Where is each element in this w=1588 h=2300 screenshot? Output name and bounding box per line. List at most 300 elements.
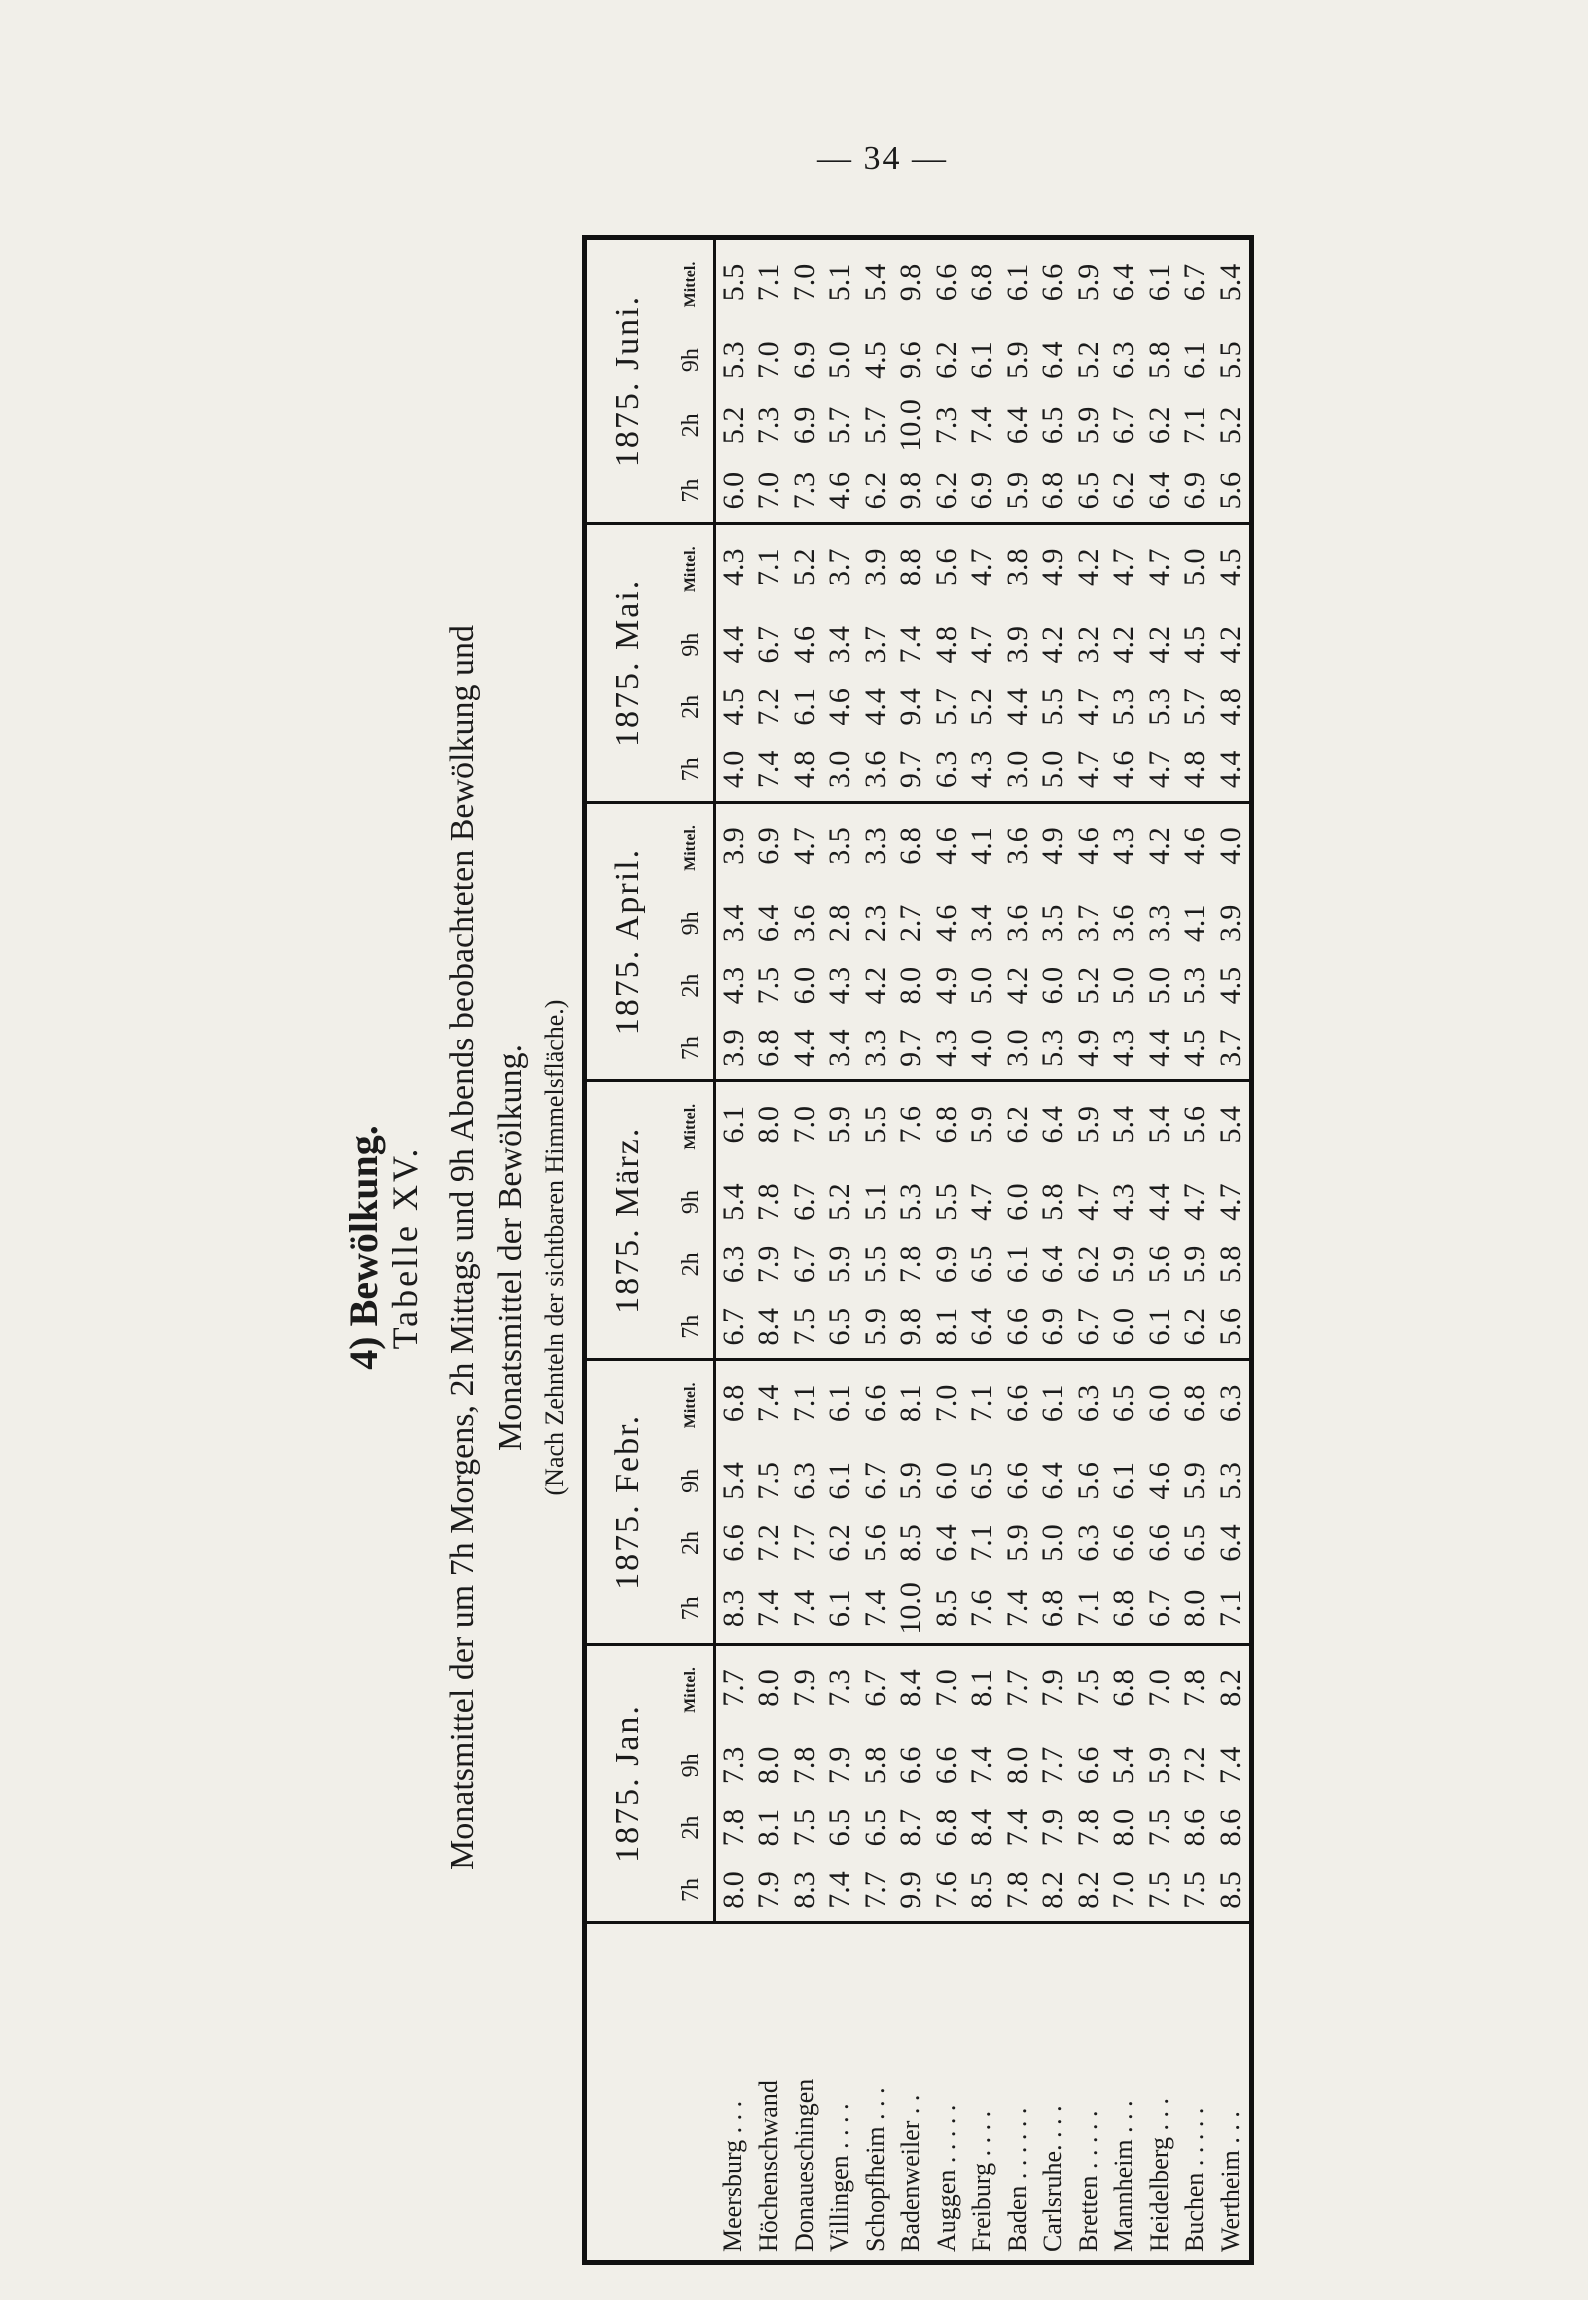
value-cell: 7.8	[716, 1808, 750, 1847]
value-cell: 3.4	[716, 904, 750, 943]
mean-value-cell: 7.0	[787, 263, 821, 302]
value-cell: 5.0	[1036, 1524, 1070, 1562]
value-cell: 3.0	[823, 738, 859, 802]
mean-value-cell: 8.1	[965, 1669, 999, 1707]
table-row	[1178, 238, 1214, 2263]
value-cell: 6.2	[1107, 459, 1143, 523]
mean-value-cell: 5.9	[1071, 263, 1105, 302]
value-cell: 8.7	[894, 1808, 928, 1847]
value-cell: 5.8	[858, 1746, 892, 1785]
value-cell: 2.3	[858, 904, 892, 943]
value-cell: 6.1	[1178, 341, 1212, 379]
value-cell: 3.7	[1071, 904, 1105, 943]
station-name: Bretten . . . . .	[1071, 1923, 1107, 2263]
mean-value-cell: 6.9	[752, 827, 786, 865]
mean-value-cell: 6.6	[929, 263, 963, 302]
mean-value-cell: 7.9	[787, 1669, 821, 1707]
value-cell: 5.6	[1213, 459, 1251, 523]
value-cell: 6.9	[787, 406, 821, 445]
value-cell: 6.6	[1000, 1295, 1036, 1359]
mean-value-cell: 4.1	[965, 827, 999, 865]
value-cell: 8.5	[894, 1524, 928, 1562]
value-cell: 4.3	[716, 966, 750, 1005]
value-cell: 4.7	[1071, 738, 1107, 802]
sub-header: 2h	[669, 1512, 715, 1574]
mean-value-cell: 4.7	[1142, 548, 1176, 587]
value-cell: 5.9	[1142, 1746, 1176, 1785]
value-cell: 4.6	[929, 904, 963, 943]
value-cell: 6.7	[858, 1462, 892, 1500]
station-name: Freiburg . . . .	[965, 1923, 1001, 2263]
value-cell: 3.0	[1000, 738, 1036, 802]
value-cell: 3.6	[858, 738, 894, 802]
value-cell: 5.5	[1213, 341, 1247, 379]
value-cell: 9.8	[894, 459, 930, 523]
value-cell: 4.7	[1178, 1183, 1212, 1221]
value-cell: 3.6	[1107, 904, 1141, 943]
value-cell: 4.4	[858, 688, 892, 726]
value-cell: 7.8	[787, 1746, 821, 1785]
mean-value-cell: 4.7	[965, 548, 999, 587]
station-name: Meersburg . . .	[715, 1923, 752, 2263]
value-cell: 6.4	[965, 1295, 1001, 1359]
mean-value-cell: 6.5	[1107, 1384, 1141, 1423]
mean-value-cell: 6.0	[1142, 1384, 1176, 1423]
value-cell: 6.1	[787, 688, 821, 726]
value-cell: 5.2	[1071, 966, 1105, 1005]
value-cell: 5.0	[1107, 966, 1141, 1005]
value-cell: 7.5	[1142, 1859, 1178, 1923]
value-cell: 7.2	[1178, 1746, 1212, 1785]
sub-header: 7h	[669, 1859, 715, 1923]
value-cell: 5.6	[1142, 1245, 1176, 1284]
value-cell: 6.0	[787, 966, 821, 1005]
mean-value-cell: 4.5	[1213, 548, 1247, 587]
mean-value-cell: 6.8	[1107, 1669, 1141, 1707]
value-cell: 7.7	[858, 1859, 894, 1923]
value-cell: 5.2	[1213, 406, 1247, 445]
sub-header: Mittel.	[669, 802, 715, 892]
value-cell: 4.6	[823, 459, 859, 523]
value-cell: 7.3	[716, 1746, 750, 1785]
value-cell: 4.7	[1213, 1183, 1247, 1221]
value-cell: 7.7	[787, 1524, 821, 1562]
value-cell: 6.0	[1000, 1183, 1034, 1221]
mean-value-cell: 4.7	[1107, 548, 1141, 587]
value-cell: 6.0	[715, 459, 752, 523]
value-cell: 6.5	[1036, 406, 1070, 445]
mean-value-cell: 5.6	[1178, 1105, 1212, 1144]
mean-value-cell: 3.3	[858, 827, 892, 865]
value-cell: 8.1	[752, 1808, 786, 1847]
table-row	[787, 238, 823, 2263]
mean-value-cell: 4.3	[1107, 827, 1141, 865]
value-cell: 5.0	[1142, 966, 1176, 1005]
value-cell: 9.8	[894, 1295, 930, 1359]
cloud-cover-table	[582, 235, 1254, 2265]
value-cell: 7.6	[929, 1859, 965, 1923]
value-cell: 5.3	[716, 341, 750, 379]
value-cell: 5.8	[1036, 1183, 1070, 1221]
value-cell: 4.8	[1213, 688, 1247, 726]
table-label: Tabelle XV.	[385, 1145, 425, 1350]
value-cell: 4.7	[1142, 738, 1178, 802]
value-cell: 6.3	[929, 738, 965, 802]
value-cell: 4.9	[929, 966, 963, 1005]
value-cell: 7.1	[1178, 406, 1212, 445]
value-cell: 7.1	[965, 1524, 999, 1562]
value-cell: 7.7	[1036, 1746, 1070, 1785]
value-cell: 7.6	[965, 1574, 1001, 1644]
mean-value-cell: 6.4	[1107, 263, 1141, 302]
sub-header: 9h	[669, 1171, 715, 1233]
value-cell: 5.5	[858, 1245, 892, 1284]
mean-value-cell: 5.9	[1071, 1105, 1105, 1144]
value-cell: 6.7	[1071, 1295, 1107, 1359]
value-cell: 7.4	[752, 1574, 788, 1644]
mean-value-cell: 6.6	[1000, 1384, 1034, 1423]
value-cell: 6.5	[823, 1295, 859, 1359]
mean-value-cell: 6.7	[858, 1669, 892, 1707]
value-cell: 4.2	[1213, 625, 1247, 664]
value-cell: 5.2	[716, 406, 750, 445]
sub-header: 9h	[669, 892, 715, 954]
value-cell: 7.3	[752, 406, 786, 445]
table-row	[1036, 238, 1072, 2263]
value-cell: 3.9	[1000, 625, 1034, 664]
sub-header: 2h	[669, 391, 715, 459]
value-cell: 6.0	[1107, 1295, 1143, 1359]
mean-value-cell: 7.1	[965, 1384, 999, 1423]
value-cell: 3.6	[1000, 904, 1034, 943]
mean-value-cell: 6.8	[929, 1105, 963, 1144]
value-cell: 5.7	[929, 688, 963, 726]
value-cell: 7.4	[752, 738, 788, 802]
mean-value-cell: 3.8	[1000, 548, 1034, 587]
mean-value-cell: 5.4	[1213, 263, 1247, 302]
value-cell: 4.6	[787, 625, 821, 664]
value-cell: 8.6	[1178, 1808, 1212, 1847]
value-cell: 7.0	[752, 459, 788, 523]
mean-value-cell: 3.7	[823, 548, 857, 587]
month-header-row	[585, 238, 670, 2263]
value-cell: 4.5	[1178, 1017, 1214, 1081]
value-cell: 2.8	[823, 904, 857, 943]
value-cell: 3.4	[823, 1017, 859, 1081]
value-cell: 6.3	[716, 1245, 750, 1284]
value-cell: 7.1	[1213, 1574, 1251, 1644]
value-cell: 5.6	[858, 1524, 892, 1562]
mean-value-cell: 6.8	[965, 263, 999, 302]
value-cell: 6.2	[1071, 1245, 1105, 1284]
sub-header: Mittel.	[669, 1360, 715, 1450]
value-cell: 7.4	[894, 625, 928, 664]
value-cell: 5.5	[1036, 688, 1070, 726]
mean-value-cell: 8.0	[752, 1669, 786, 1707]
mean-value-cell: 4.7	[787, 827, 821, 865]
value-cell: 5.7	[823, 406, 857, 445]
value-cell: 3.3	[1142, 904, 1176, 943]
value-cell: 6.1	[823, 1574, 859, 1644]
value-cell: 6.3	[1107, 341, 1141, 379]
value-cell: 8.4	[965, 1808, 999, 1847]
value-cell: 6.1	[965, 341, 999, 379]
mean-value-cell: 5.4	[1107, 1105, 1141, 1144]
value-cell: 6.8	[752, 1017, 788, 1081]
mean-value-cell: 4.6	[1071, 827, 1105, 865]
value-cell: 3.9	[715, 1017, 752, 1081]
value-cell: 6.7	[752, 625, 786, 664]
value-cell: 4.7	[1071, 688, 1105, 726]
value-cell: 5.9	[858, 1295, 894, 1359]
value-cell: 6.6	[1107, 1524, 1141, 1562]
mean-value-cell: 5.2	[787, 548, 821, 587]
value-cell: 9.9	[894, 1859, 930, 1923]
mean-value-cell: 5.4	[1142, 1105, 1176, 1144]
value-cell: 6.7	[787, 1183, 821, 1221]
value-cell: 6.5	[965, 1245, 999, 1284]
value-cell: 7.4	[823, 1859, 859, 1923]
value-cell: 9.4	[894, 688, 928, 726]
mean-value-cell: 5.5	[858, 1105, 892, 1144]
value-cell: 4.7	[965, 625, 999, 664]
value-cell: 6.1	[823, 1462, 857, 1500]
value-cell: 5.8	[1142, 341, 1176, 379]
mean-value-cell: 5.5	[716, 263, 750, 302]
value-cell: 4.8	[787, 738, 823, 802]
mean-value-cell: 4.2	[1071, 548, 1105, 587]
value-cell: 6.7	[1107, 406, 1141, 445]
table-row	[894, 238, 930, 2263]
sub-header: 7h	[669, 459, 715, 523]
mean-value-cell: 7.0	[929, 1669, 963, 1707]
value-cell: 5.3	[1178, 966, 1212, 1005]
value-cell: 8.2	[1071, 1859, 1107, 1923]
value-cell: 5.9	[1107, 1245, 1141, 1284]
value-cell: 6.6	[929, 1746, 963, 1785]
table-row	[1213, 238, 1251, 2263]
value-cell: 4.4	[716, 625, 750, 664]
mean-value-cell: 6.1	[1142, 263, 1176, 302]
sub-header: 9h	[669, 329, 715, 391]
month-header: 1875. Febr.	[585, 1360, 670, 1645]
value-cell: 5.5	[929, 1183, 963, 1221]
value-cell: 6.8	[929, 1808, 963, 1847]
month-header: 1875. Juni.	[585, 238, 670, 524]
value-cell: 5.9	[1000, 341, 1034, 379]
value-cell: 5.9	[1178, 1462, 1212, 1500]
value-cell: 7.5	[752, 966, 786, 1005]
value-cell: 3.7	[1213, 1017, 1251, 1081]
mean-value-cell: 5.9	[965, 1105, 999, 1144]
value-cell: 6.5	[823, 1808, 857, 1847]
value-cell: 6.4	[1036, 1462, 1070, 1500]
value-cell: 6.6	[1000, 1462, 1034, 1500]
value-cell: 4.5	[1178, 625, 1212, 664]
value-cell: 6.3	[1071, 1524, 1105, 1562]
sub-header: 7h	[669, 738, 715, 802]
station-name: Villingen . . . .	[823, 1923, 859, 2263]
sub-header: Mittel.	[669, 238, 715, 330]
value-cell: 4.6	[1107, 738, 1143, 802]
value-cell: 5.2	[1071, 341, 1105, 379]
value-cell: 5.3	[1107, 688, 1141, 726]
mean-value-cell: 7.3	[823, 1669, 857, 1707]
value-cell: 4.7	[1071, 1183, 1105, 1221]
rotated-content	[340, 230, 1440, 2265]
mean-value-cell: 3.9	[716, 827, 750, 865]
value-cell: 8.0	[715, 1859, 752, 1923]
value-cell: 5.9	[1178, 1245, 1212, 1284]
value-cell: 4.0	[965, 1017, 1001, 1081]
value-cell: 5.0	[965, 966, 999, 1005]
sub-header: 2h	[669, 955, 715, 1017]
value-cell: 6.3	[787, 1462, 821, 1500]
value-cell: 4.6	[823, 688, 857, 726]
mean-value-cell: 4.6	[929, 827, 963, 865]
value-cell: 4.4	[1000, 688, 1034, 726]
value-cell: 5.6	[1071, 1462, 1105, 1500]
value-cell: 7.8	[1071, 1808, 1105, 1847]
value-cell: 4.9	[1071, 1017, 1107, 1081]
value-cell: 9.7	[894, 738, 930, 802]
value-cell: 5.2	[823, 1183, 857, 1221]
value-cell: 4.5	[1213, 966, 1247, 1005]
value-cell: 5.8	[1213, 1245, 1247, 1284]
value-cell: 6.1	[1142, 1295, 1178, 1359]
mean-value-cell: 5.0	[1178, 548, 1212, 587]
mean-value-cell: 7.1	[752, 263, 786, 302]
value-cell: 4.8	[1178, 738, 1214, 802]
value-cell: 5.9	[1071, 406, 1105, 445]
value-cell: 7.4	[1000, 1574, 1036, 1644]
value-cell: 5.7	[858, 406, 892, 445]
value-cell: 5.9	[1000, 459, 1036, 523]
value-cell: 3.2	[1071, 625, 1105, 664]
value-cell: 4.3	[929, 1017, 965, 1081]
mean-value-cell: 8.4	[894, 1669, 928, 1707]
station-name: Schopfheim . . .	[858, 1923, 894, 2263]
value-cell: 4.7	[965, 1183, 999, 1221]
value-cell: 7.2	[752, 1524, 786, 1562]
sub-header: Mittel.	[669, 1644, 715, 1734]
station-name: Donaueschingen	[787, 1923, 823, 2263]
station-name: Wertheim . . .	[1213, 1923, 1251, 2263]
value-cell: 7.9	[823, 1746, 857, 1785]
mean-value-cell: 8.0	[752, 1105, 786, 1144]
value-cell: 4.0	[715, 738, 752, 802]
value-cell: 5.6	[1213, 1295, 1251, 1359]
station-name: Auggen . . . . .	[929, 1923, 965, 2263]
mean-value-cell: 4.0	[1213, 827, 1247, 865]
value-cell: 7.3	[787, 459, 823, 523]
mean-value-cell: 3.5	[823, 827, 857, 865]
mean-value-cell: 8.8	[894, 548, 928, 587]
value-cell: 6.5	[965, 1462, 999, 1500]
value-cell: 4.1	[1178, 904, 1212, 943]
mean-value-cell: 4.9	[1036, 827, 1070, 865]
value-cell: 6.4	[752, 904, 786, 943]
mean-value-cell: 6.1	[1036, 1384, 1070, 1423]
mean-value-cell: 6.6	[1036, 263, 1070, 302]
value-cell: 6.9	[965, 459, 1001, 523]
mean-value-cell: 7.5	[1071, 1669, 1105, 1707]
page-number: — 34 —	[817, 140, 948, 177]
station-name: Höchenschwand	[752, 1923, 788, 2263]
value-cell: 6.9	[1178, 459, 1214, 523]
value-cell: 6.2	[823, 1524, 857, 1562]
caption-note: (Nach Zehnteln der sichtbaren Himmelsfläche.)	[540, 999, 569, 1496]
value-cell: 6.1	[1107, 1462, 1141, 1500]
table-row	[752, 238, 788, 2263]
station-header	[585, 1923, 715, 2263]
value-cell: 4.2	[858, 966, 892, 1005]
value-cell: 6.7	[787, 1245, 821, 1284]
value-cell: 8.0	[752, 1746, 786, 1785]
value-cell: 5.7	[1178, 688, 1212, 726]
station-name: Badenweiler . .	[894, 1923, 930, 2263]
value-cell: 5.9	[1000, 1524, 1034, 1562]
value-cell: 6.2	[929, 459, 965, 523]
mean-value-cell: 6.3	[1071, 1384, 1105, 1423]
value-cell: 6.5	[1178, 1524, 1212, 1562]
value-cell: 6.0	[929, 1462, 963, 1500]
value-cell: 8.1	[929, 1295, 965, 1359]
table-row	[965, 238, 1001, 2263]
value-cell: 5.9	[823, 1245, 857, 1284]
mean-value-cell: 7.7	[716, 1669, 750, 1707]
station-name: Mannheim . . .	[1107, 1923, 1143, 2263]
month-header: 1875. März.	[585, 1081, 670, 1360]
mean-value-cell: 4.3	[716, 548, 750, 587]
value-cell: 9.6	[894, 341, 928, 379]
mean-value-cell: 7.9	[1036, 1669, 1070, 1707]
mean-value-cell: 3.6	[1000, 827, 1034, 865]
value-cell: 3.9	[1213, 904, 1247, 943]
mean-value-cell: 6.2	[1000, 1105, 1034, 1144]
month-header: 1875. April.	[585, 802, 670, 1081]
value-cell: 3.7	[858, 625, 892, 664]
value-cell: 5.1	[858, 1183, 892, 1221]
table-row	[1000, 238, 1036, 2263]
table-row	[1142, 238, 1178, 2263]
mean-value-cell: 7.0	[1142, 1669, 1176, 1707]
value-cell: 7.4	[1213, 1746, 1247, 1785]
mean-value-cell: 7.6	[894, 1105, 928, 1144]
value-cell: 5.3	[894, 1183, 928, 1221]
sub-header: Mittel.	[669, 524, 715, 614]
mean-value-cell: 6.8	[716, 1384, 750, 1423]
value-cell: 8.3	[787, 1859, 823, 1923]
value-cell: 8.6	[1213, 1808, 1247, 1847]
value-cell: 3.3	[858, 1017, 894, 1081]
value-cell: 7.4	[965, 1746, 999, 1785]
mean-value-cell: 7.4	[752, 1384, 786, 1423]
value-cell: 6.4	[1000, 406, 1034, 445]
mean-value-cell: 6.4	[1036, 1105, 1070, 1144]
table-row	[823, 238, 859, 2263]
value-cell: 8.5	[929, 1574, 965, 1644]
value-cell: 8.5	[1213, 1859, 1251, 1923]
mean-value-cell: 4.2	[1142, 827, 1176, 865]
value-cell: 6.2	[1178, 1295, 1214, 1359]
value-cell: 6.2	[1142, 406, 1176, 445]
value-cell: 4.2	[1107, 625, 1141, 664]
value-cell: 4.2	[1142, 625, 1176, 664]
value-cell: 6.8	[1036, 1574, 1072, 1644]
value-cell: 8.3	[715, 1574, 752, 1644]
value-cell: 7.4	[1000, 1808, 1034, 1847]
